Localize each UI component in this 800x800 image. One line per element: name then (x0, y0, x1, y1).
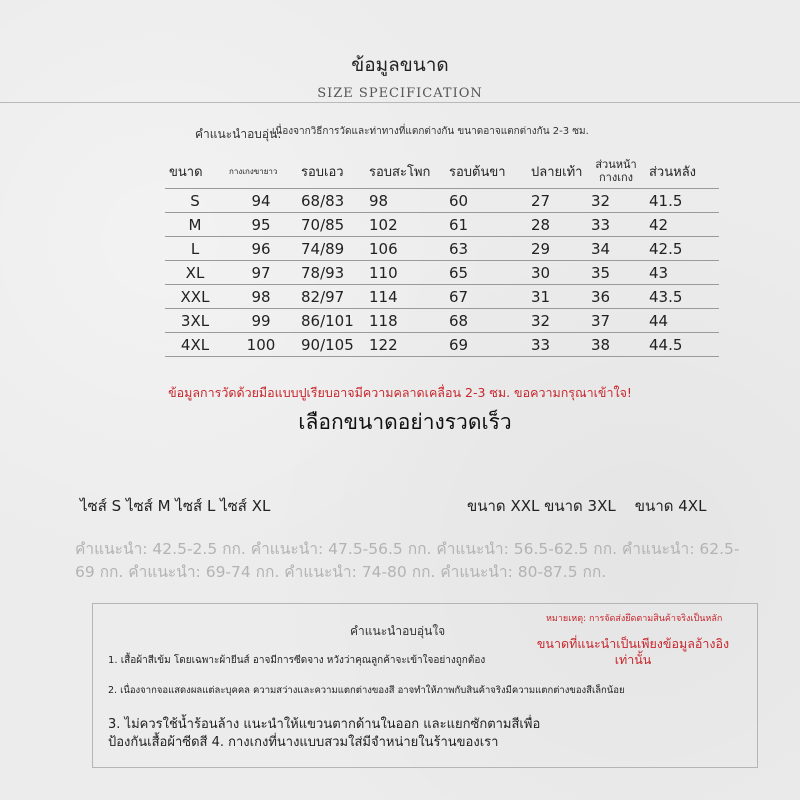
page-title: ข้อมูลขนาด (351, 54, 449, 76)
table-cell: 68/83 (297, 189, 365, 213)
table-cell: 67 (445, 285, 527, 309)
recommendation-label: คำแนะนำอบอุ่น: (195, 127, 282, 141)
table-cell: 27 (527, 189, 587, 213)
column-header: รอบสะโพก (365, 154, 445, 189)
table-cell: 63 (445, 237, 527, 261)
table-row (165, 189, 719, 213)
size-reference-note: ขนาดที่แนะนำเป็นเพียงข้อมูลอ้างอิงเท่านั้น (536, 636, 730, 667)
table-row (165, 285, 719, 309)
table-cell: 60 (445, 189, 527, 213)
column-header: ปลายเท้า (527, 154, 587, 189)
table-cell: 122 (365, 333, 445, 357)
table-cell: 97 (225, 261, 297, 285)
quick-select-heading: เลือกขนาดอย่างรวดเร็ว (298, 410, 512, 434)
table-cell: 42.5 (645, 237, 719, 261)
size-list-left: ไซส์ S ไซส์ M ไซส์ L ไซส์ XL (80, 497, 271, 515)
weight-recommendations: คำแนะนำ: 42.5-2.5 กก. คำแนะนำ: 47.5-56.5 กก. คำแนะนำ: 56.5-62.5 กก. คำแนะนำ: 62.5-69 กก. คำแนะนำ: 69-74 กก. คำแนะนำ: 74-80 กก. คำแนะนำ: 80-87.5 กก. (75, 540, 740, 581)
table-cell: 102 (365, 213, 445, 237)
table-cell: 94 (225, 189, 297, 213)
table-cell: 96 (225, 237, 297, 261)
note-item: 1. เสื้อผ้าสีเข้ม โดยเฉพาะผ้ายีนส์ อาจมีการซีดจาง หวังว่าคุณลูกค้าจะเข้าใจอย่างถูกต้อง (108, 655, 486, 666)
table-cell: 69 (445, 333, 527, 357)
table-cell: 43 (645, 261, 719, 285)
column-header: รอบเอว (297, 154, 365, 189)
notes-title: คำแนะนำอบอุ่นใจ (350, 624, 446, 638)
table-cell: XL (165, 261, 225, 285)
table-cell: 29 (527, 237, 587, 261)
table-cell: 4XL (165, 333, 225, 357)
table-cell: 99 (225, 309, 297, 333)
page-subtitle: SIZE SPECIFICATION (317, 86, 483, 101)
table-cell: 78/93 (297, 261, 365, 285)
table-cell: 90/105 (297, 333, 365, 357)
table-cell: 106 (365, 237, 445, 261)
table-cell: 31 (527, 285, 587, 309)
table-cell: L (165, 237, 225, 261)
note-item: 3. ไม่ควรใช้น้ำร้อนล้าง แนะนำให้แขวนตากด้านในออก และแยกซักตามสีเพื่อป้องกันเสื้อผ้าซีดสี 4. กางเกงที่นางแบบสวมใส่มีจำหน่ายในร้านของเรา (108, 717, 541, 750)
table-row (165, 261, 719, 285)
column-header: รอบต้นขา (445, 154, 527, 189)
table-cell: 42 (645, 213, 719, 237)
measurement-warning: ข้อมูลการวัดด้วยมือแบบปูเรียบอาจมีความคลาดเคลื่อน 2-3 ซม. ขอความกรุณาเข้าใจ! (168, 385, 632, 400)
table-cell: 34 (587, 237, 645, 261)
table-header-row (165, 154, 719, 189)
table-cell: S (165, 189, 225, 213)
table-cell: 33 (587, 213, 645, 237)
table-cell: 74/89 (297, 237, 365, 261)
size-list-right: ขนาด XXL ขนาด 3XL ขนาด 4XL (467, 497, 707, 515)
table-body (165, 189, 719, 357)
table-row (165, 237, 719, 261)
shipping-disclaimer: หมายเหตุ: การจัดส่งยึดตามสินค้าจริงเป็นหลัก (546, 614, 723, 624)
column-header: ส่วนหน้ากางเกง (587, 154, 645, 189)
table-cell: 3XL (165, 309, 225, 333)
table-cell: 41.5 (645, 189, 719, 213)
table-cell: 32 (587, 189, 645, 213)
table-cell: 61 (445, 213, 527, 237)
note-item: 2. เนื่องจากจอแสดงผลแต่ละบุคคล ความสว่างและความแตกต่างของสี อาจทำให้ภาพกับสินค้าจริงมีความแตกต่างของสีเล็กน้อย (108, 685, 625, 696)
table-cell: 65 (445, 261, 527, 285)
table-cell: 38 (587, 333, 645, 357)
size-table (165, 154, 719, 357)
column-header: กางเกงขายาว (225, 154, 297, 189)
table-row (165, 213, 719, 237)
divider (0, 102, 800, 103)
table-cell: 44 (645, 309, 719, 333)
table-cell: 68 (445, 309, 527, 333)
table-cell: 95 (225, 213, 297, 237)
table-cell: 70/85 (297, 213, 365, 237)
table-cell: 86/101 (297, 309, 365, 333)
table-cell: 33 (527, 333, 587, 357)
table-row (165, 309, 719, 333)
table-cell: 114 (365, 285, 445, 309)
column-header: ส่วนหลัง (645, 154, 719, 189)
column-header: ขนาด (165, 154, 225, 189)
table-cell: 35 (587, 261, 645, 285)
table-cell: 28 (527, 213, 587, 237)
table-cell: 110 (365, 261, 445, 285)
table-cell: 43.5 (645, 285, 719, 309)
table-cell: XXL (165, 285, 225, 309)
table-cell: 98 (225, 285, 297, 309)
table-cell: 36 (587, 285, 645, 309)
table-cell: 100 (225, 333, 297, 357)
table-row (165, 333, 719, 357)
table-cell: 37 (587, 309, 645, 333)
table-cell: 32 (527, 309, 587, 333)
table-cell: 44.5 (645, 333, 719, 357)
table-cell: M (165, 213, 225, 237)
table-cell: 98 (365, 189, 445, 213)
measurement-note: เนื่องจากวิธีการวัดและท่าทางที่แตกต่างกัน ขนาดอาจแตกต่างกัน 2-3 ซม. (272, 126, 589, 137)
table-cell: 82/97 (297, 285, 365, 309)
table-cell: 30 (527, 261, 587, 285)
table-cell: 118 (365, 309, 445, 333)
